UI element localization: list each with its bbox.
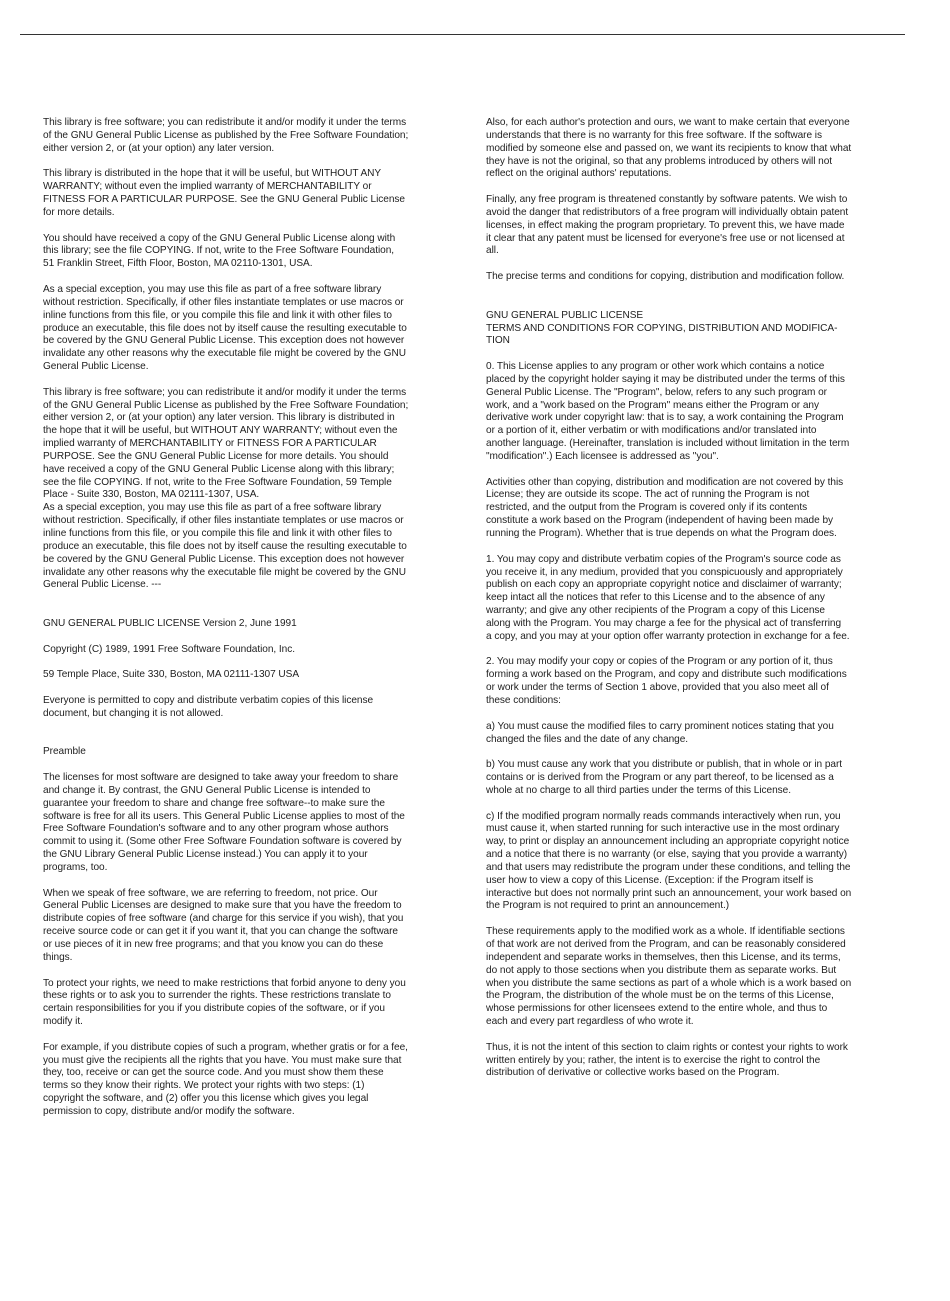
paragraph-whole-work-requirements: These requirements apply to the modified work as a whole. If identifiable sections of that work are not derived from the Program, and can be reasonably considered independent and separate works in themselves, then this License, and its terms, do not apply to those sections when you distribute them as separate works. But when you distribute the same sections as part of a whole which is a work based on the Program, the distribution of the whole must be on the terms of this License, whose permissions for other licensees extend to the entire whole, and thus to each and every part regardless of who wrote it. <box>486 926 852 1028</box>
condition-a-notices: a) You must cause the modified files to carry prominent notices stating that you changed the files and the date of any change. <box>486 720 834 745</box>
section-0-definitions: 0. This License applies to any program or other work which contains a notice placed by the copyright holder saying it may be distributed under the terms of this General Public License. The "Program", below, refers to any such program or work, and a "work based on the Program" means either the Program or any derivative work under copyright law: that is to say, a work containing the Program or a portion of it, either verbatim or with modifications and/or translated into another language. (Hereinafter, translation is included without limitation in the term "modification".) Each licensee is addressed as "you". <box>486 361 850 462</box>
right-column <box>486 117 897 1093</box>
copyright-line: Copyright (C) 1989, 1991 Free Software Foundation, Inc. <box>43 643 295 655</box>
paragraph-verbatim-permission: Everyone is permitted to copy and distribute verbatim copies of this license document, but changing it is not allowed. <box>43 694 374 719</box>
terms-and-conditions-heading: GNU GENERAL PUBLIC LICENSE TERMS AND CONDITIONS FOR COPYING, DISTRIBUTION AND MODIFICA- TION <box>486 309 838 347</box>
paragraph-warranty-disclaimer: This library is distributed in the hope that it will be useful, but WITHOUT ANY WARRANTY; without even the implied warranty of MERCHANTABILITY or FITNESS FOR A PARTICULAR PURPOSE. See the GNU General Public License for more details. <box>43 168 405 218</box>
address-line: 59 Temple Place, Suite 330, Boston, MA 02111-1307 USA <box>43 669 300 681</box>
condition-b-licensing: b) You must cause any work that you distribute or publish, that in whole or in part contains or is derived from the Program or any part thereof, to be licensed as a whole at no charge to all third parties under the terms of this License. <box>486 759 843 796</box>
paragraph-terms-follow: The precise terms and conditions for copying, distribution and modification follow. <box>486 271 845 283</box>
section-2-modification: 2. You may modify your copy or copies of the Program or any portion of it, thus forming a work based on the Program, and copy and distribute such modifications or work under the terms of Section 1 above, provided that you also meet all of these conditions: <box>486 656 847 706</box>
paragraph-preamble-licenses: The licenses for most software are designed to take away your freedom to share and change it. By contrast, the GNU General Public License is intended to guarantee your freedom to share and change free software--to make sure the software is free for all its users. This General Public License applies to most of the Free Software Foundation's software and to any other program whose authors commit to using it. (Some other Free Software Foundation software is covered by the GNU Library General Public License instead.) You can apply it to your programs, too. <box>43 772 405 873</box>
paragraph-preamble-restrictions: To protect your rights, we need to make restrictions that forbid anyone to deny you these rights or to ask you to surrender the rights. These restrictions translate to certain responsibilities for you if you distribute copies of the software, or if you modify it. <box>43 977 406 1028</box>
paragraph-scope-activities: Activities other than copying, distribution and modification are not covered by this License; they are outside its scope. The act of running the Program is not restricted, and the output from the Program is covered only if its contents constitute a work based on the Program (independent of having been made by running the Program). Whether that is true depends on what the Program does. <box>486 476 844 539</box>
left-column <box>43 117 455 1132</box>
paragraph-library-notice: This library is free software; you can redistribute it and/or modify it under the terms of the GNU General Public License as published by the Free Software Foundation; either version 2, or (at your option) any later version. This library is distributed in the hope that it will be useful, but WITHOUT ANY WARRANTY; without even the implied warranty of MERCHANTABILITY or FITNESS FOR A PARTICULAR PURPOSE. See the GNU General Public License for more details. You should have received a copy of the GNU General Public License along with this library; see the file COPYING. If not, write to the Free Software Foundation, 59 Temple Place - Suite 330, Boston, MA 02111-1307, USA. <box>43 386 409 501</box>
paragraph-author-protection: Also, for each author's protection and ours, we want to make certain that everyone understands that there is no warranty for this free software. If the software is modified by someone else and passed on, we want its recipients to know that what they have is not the original, so that any problems introduced by others will not reflect on the original authors' reputations. <box>486 117 852 180</box>
license-version-heading: GNU GENERAL PUBLIC LICENSE Version 2, June 1991 <box>43 617 297 629</box>
preamble-heading: Preamble <box>43 746 86 758</box>
paragraph-preamble-free-software: When we speak of free software, we are referring to freedom, not price. Our General Public Licenses are designed to make sure that you have the freedom to distribute copies of free software (and charge for this service if you wish), that you receive source code or can get it if you want it, that you can change the software or use pieces of it in new free programs; and that you know you can do these things. <box>43 887 404 963</box>
paragraph-section-intent: Thus, it is not the intent of this section to claim rights or contest your rights to work written entirely by you; rather, the intent is to exercise the right to control the distribution of derivative or collective works based on the Program. <box>486 1041 848 1079</box>
paragraph-software-patents: Finally, any free program is threatened constantly by software patents. We wish to avoid the danger that redistributors of a free program will individually obtain patent licenses, in effect making the program proprietary. To prevent this, we have made it clear that any patent must be licensed for everyone's free use or not licensed at all. <box>486 194 849 257</box>
header-rule <box>20 34 905 35</box>
paragraph-intro-license: This library is free software; you can redistribute it and/or modify it under the terms of the GNU General Public License as published by the Free Software Foundation; either version 2, or (at your option) any later version. <box>43 117 409 154</box>
paragraph-copy-notice: You should have received a copy of the GNU General Public License along with this library; see the file COPYING. If not, write to the Free Software Foundation, 51 Franklin Street, Fifth Floor, Boston, MA 02110-1301, USA. <box>43 232 396 270</box>
condition-c-announcement: c) If the modified program normally reads commands interactively when run, you must cause it, when started running for such interactive use in the most ordinary way, to print or display an announcement including an appropriate copyright notice and a notice that there is no warranty (or else, saying that you provide a warranty) and that users may redistribute the program under these conditions, and telling the user how to view a copy of this License. (Exception: if the Program itself is interactive but does not normally print such an announcement, your work based on the Program is not required to print an announcement.) <box>486 810 852 912</box>
section-1-verbatim-copies: 1. You may copy and distribute verbatim copies of the Program's source code as you receive it, in any medium, provided that you conspicuously and appropriately publish on each copy an appropriate copyright notice and disclaimer of warranty; keep intact all the notices that refer to this License and to the absence of any warranty; and give any other recipients of the Program a copy of this License along with the Program. You may charge a fee for the physical act of transferring a copy, and you may at your option offer warranty protection in exchange for a fee. <box>486 553 850 642</box>
paragraph-special-exception: As a special exception, you may use this file as part of a free software library without restriction. Specifically, if other files instantiate templates or use macros or inline functions from this file, or you compile this file and link it with other files to produce an executable, this file does not by itself cause the resulting executable to be covered by the GNU General Public License. This exception does not however invalidate any other reasons why the executable file might be covered by the GNU General Public License. <box>43 283 407 373</box>
paragraph-preamble-example: For example, if you distribute copies of such a program, whether gratis or for a fee, you must give the recipients all the rights that you have. You must make sure that they, too, receive or can get the source code. And you must show them these terms so they know their rights. We protect your rights with two steps: (1) copyright the software, and (2) offer you this license which gives you legal permission to copy, distribute and/or modify the software. <box>43 1041 408 1117</box>
paragraph-special-exception-repeat: As a special exception, you may use this file as part of a free software library without restriction. Specifically, if other files instantiate templates or use macros or inline functions from this file, or you compile this file and link it with other files to produce an executable, this file does not by itself cause the resulting executable to be covered by the GNU General Public License. This exception does not however invalidate any other reasons why the executable file might be covered by the GNU General Public License. --- <box>43 502 407 591</box>
